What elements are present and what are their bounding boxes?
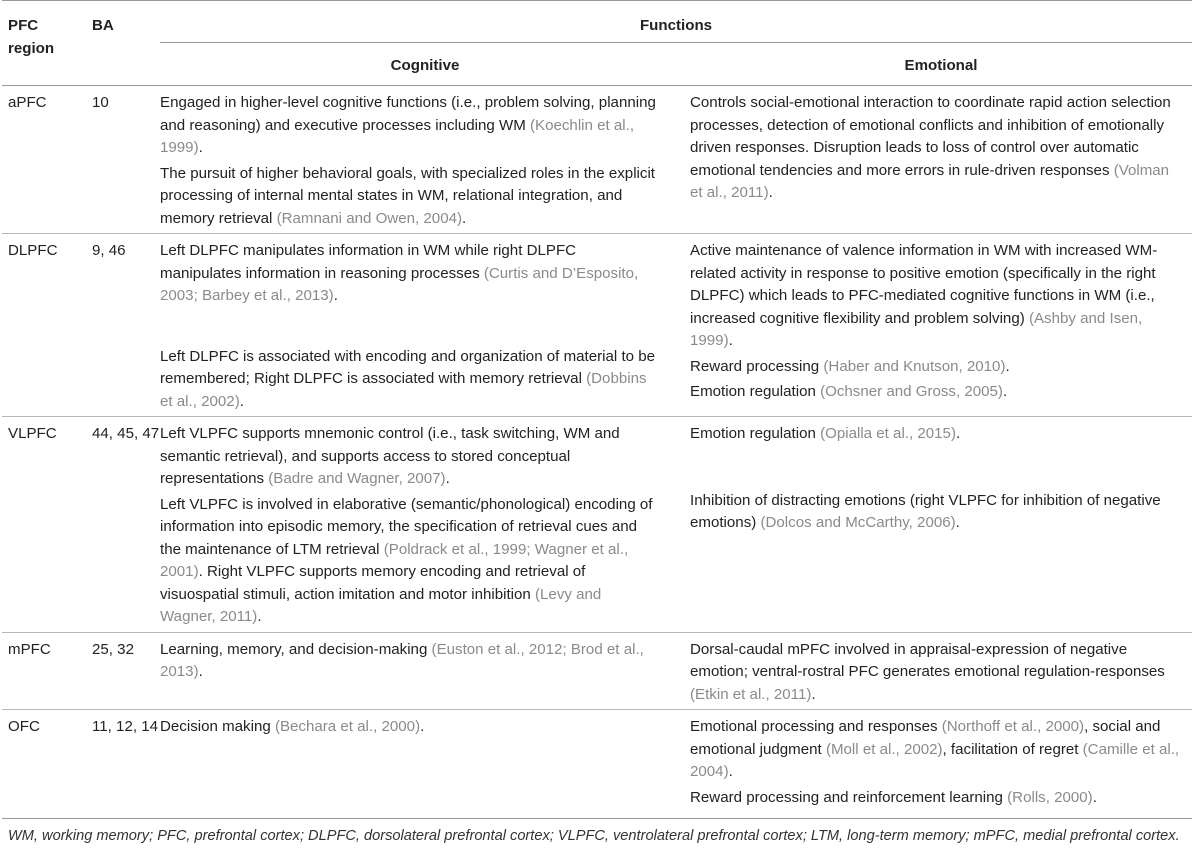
cell-paragraph	[160, 240, 660, 308]
cell-emotional	[690, 710, 1192, 813]
citation: (Levy and Wagner, 2011)	[160, 585, 602, 625]
paragraph-text: Inhibition of distracting emotions (right VLPFC for inhibition of negative emotions)	[690, 491, 1161, 531]
paragraph-text: , facilitation of regret	[942, 740, 1083, 758]
paragraph-text: Emotion regulation	[690, 425, 821, 442]
paragraph-text: Active maintenance of valence information in WM with increased WM-related activity in response to positive emotion (specifically in the right DLPFC) which leads to PFC-mediated cognitive functions in WM (i.e., increased cognitive flexibility and problem solving)	[690, 242, 1158, 327]
paragraph-text: Emotional processing and responses	[690, 718, 942, 735]
paragraph-text: Reward processing	[690, 357, 824, 375]
header-cognitive: Cognitive	[390, 56, 460, 74]
paragraph-text: .	[445, 470, 450, 487]
cell-emotional	[690, 632, 1192, 710]
table-footnote: WM, working memory; PFC, prefrontal cortex; DLPFC, dorsolateral prefrontal cortex; VLPFC, ventrolateral prefrontal cortex; LTM, long-term memory; mPFC, medial prefrontal cortex.	[2, 818, 1192, 847]
paragraph-text: Emotion regulation	[690, 383, 821, 400]
paragraph-text: .	[198, 139, 203, 156]
cell-paragraph	[160, 639, 660, 684]
cell-paragraph	[160, 494, 660, 629]
cell-paragraph	[690, 423, 1182, 446]
paragraph-text: .	[239, 392, 244, 410]
paragraph-text: .	[333, 287, 338, 304]
citation: (Euston et al., 2012; Brod et al., 2013)	[160, 640, 644, 680]
cell-region: DLPFC	[2, 234, 86, 417]
paragraph-text: .	[728, 332, 733, 349]
cell-emotional	[690, 234, 1192, 417]
table-row	[2, 632, 1192, 710]
cell-paragraph	[160, 423, 660, 491]
citation: (Poldrack et al., 1999; Wagner et al., 2001)	[160, 540, 629, 580]
paragraph-text: .	[955, 425, 961, 442]
citation: (Ramnani and Owen, 2004)	[276, 209, 463, 227]
citation: (Northoff et al., 2000)	[941, 718, 1085, 735]
paragraph-text: The pursuit of higher behavioral goals, with specialized roles in the explicit processing of internal mental states in WM, relational integration, and memory retrieval	[160, 164, 656, 227]
cell-ba: 11, 12, 14	[86, 710, 160, 813]
paragraph-text: Left DLPFC manipulates information in WM while right DLPFC manipulates information in reasoning processes	[160, 242, 577, 282]
citation: (Opialla et al., 2015)	[820, 425, 956, 442]
table-row	[2, 710, 1192, 813]
cell-region: mPFC	[2, 632, 86, 710]
paragraph-text: , social and emotional judgment	[690, 718, 1161, 758]
paragraph-text: .	[728, 763, 733, 780]
header-functions: Functions	[160, 1, 1192, 43]
paragraph-text: Decision making	[160, 718, 275, 735]
cell-ba: 25, 32	[86, 632, 160, 710]
citation: (Curtis and D’Esposito, 2003;	[160, 264, 639, 304]
cell-cognitive	[160, 710, 690, 813]
cell-paragraph	[690, 787, 1182, 810]
cell-paragraph	[690, 240, 1182, 353]
header-ba: BA	[92, 17, 114, 34]
cell-ba: 44, 45, 47	[86, 417, 160, 633]
table-container	[2, 0, 1198, 847]
paragraph-text: Left VLPFC supports mnemonic control (i.e., task switching, WM and semantic retrieval), and supports access to stored conceptual representations	[160, 425, 620, 487]
paragraph-text: Learning, memory, and decision-making	[160, 640, 432, 658]
cell-ba: 9, 46	[86, 234, 160, 417]
citation: (Volman et al., 2011)	[690, 161, 1170, 201]
citation: (Etkin et al., 2011)	[690, 685, 812, 703]
pfc-functions-table	[2, 0, 1192, 812]
paragraph-text: .	[1092, 788, 1097, 806]
paragraph-text: Dorsal-caudal mPFC involved in appraisal-expression of negative emotion; ventral-rostral PFC generates emotional regulation-responses	[690, 640, 1165, 680]
paragraph-text: .	[955, 514, 960, 531]
citation: (Ochsner and Gross, 2005)	[820, 383, 1003, 400]
citation: (Badre and Wagner, 2007)	[268, 470, 446, 487]
paragraph-text: .	[768, 184, 773, 201]
table-body	[2, 86, 1192, 813]
citation: (Koechlin et al., 1999)	[160, 116, 635, 156]
paragraph-text: .	[462, 209, 467, 227]
table-row	[2, 86, 1192, 234]
cell-ba: 10	[92, 94, 109, 111]
cell-cognitive	[160, 632, 690, 710]
cell-emotional	[690, 417, 1192, 633]
paragraph-text: .	[1005, 357, 1010, 375]
cell-cognitive	[160, 234, 690, 417]
header-emotional: Emotional	[904, 56, 978, 74]
citation: (Ashby and Isen, 1999)	[690, 309, 1143, 349]
paragraph-text: .	[811, 685, 816, 703]
cell-paragraph	[690, 356, 1182, 379]
cell-paragraph	[160, 92, 660, 160]
cell-paragraph	[690, 381, 1182, 404]
cell-paragraph	[690, 490, 1182, 535]
paragraph-text: Left VLPFC is involved in elaborative (semantic/phonological) encoding of information into episodic memory, the specification of retrieval cues and the maintenance of LTM retrieval	[160, 495, 653, 558]
paragraph-text: .	[198, 663, 203, 680]
cell-region: OFC	[2, 710, 86, 813]
cell-emotional	[690, 86, 1192, 234]
paragraph-text: Engaged in higher-level cognitive functions (i.e., problem solving, planning and reasoning) and executive processes including WM	[160, 94, 656, 134]
cell-paragraph	[690, 639, 1182, 707]
paragraph-text: Left DLPFC is associated with encoding and organization of material to be remembered; Right DLPFC is associated with memory retrieval	[160, 347, 656, 387]
cell-paragraph	[160, 346, 660, 414]
paragraph-text: .	[1002, 383, 1008, 400]
cell-paragraph	[690, 716, 1182, 784]
paragraph-text: . Right VLPFC supports memory encoding and retrieval of visuospatial stimuli, action imitation and motor inhibition	[160, 563, 586, 603]
citation: (Bechara et al., 2000)	[274, 718, 421, 735]
header-region: PFC region	[8, 17, 55, 57]
table-row	[2, 417, 1192, 633]
citation: (Camille et al., 2004)	[690, 740, 1180, 780]
citation: (Dolcos and McCarthy, 2006)	[760, 514, 956, 531]
citation: (Moll et al., 2002)	[825, 740, 943, 758]
citation: (Haber and Knutson, 2010)	[823, 357, 1006, 375]
citation: (Rolls, 2000)	[1007, 788, 1093, 806]
cell-paragraph	[160, 163, 660, 231]
paragraph-text: .	[257, 608, 262, 625]
cell-cognitive	[160, 86, 690, 234]
paragraph-text: Reward processing and reinforcement learning	[690, 788, 1008, 806]
table-row	[2, 234, 1192, 417]
cell-cognitive	[160, 417, 690, 633]
cell-paragraph	[160, 716, 660, 739]
citation: Barbey et al., 2013)	[197, 287, 334, 304]
paragraph-text: .	[420, 718, 425, 735]
cell-region: aPFC	[8, 94, 47, 111]
citation: (Dobbins et al., 2002)	[160, 370, 647, 410]
cell-region: VLPFC	[2, 417, 86, 633]
paragraph-text: Controls social-emotional interaction to coordinate rapid action selection processes, detection of emotional conflicts and inhibition of emotionally driven responses. Disruption leads to loss of control over automatic emotional tendencies and more errors in rule-driven responses	[690, 94, 1171, 179]
cell-paragraph	[690, 92, 1182, 205]
